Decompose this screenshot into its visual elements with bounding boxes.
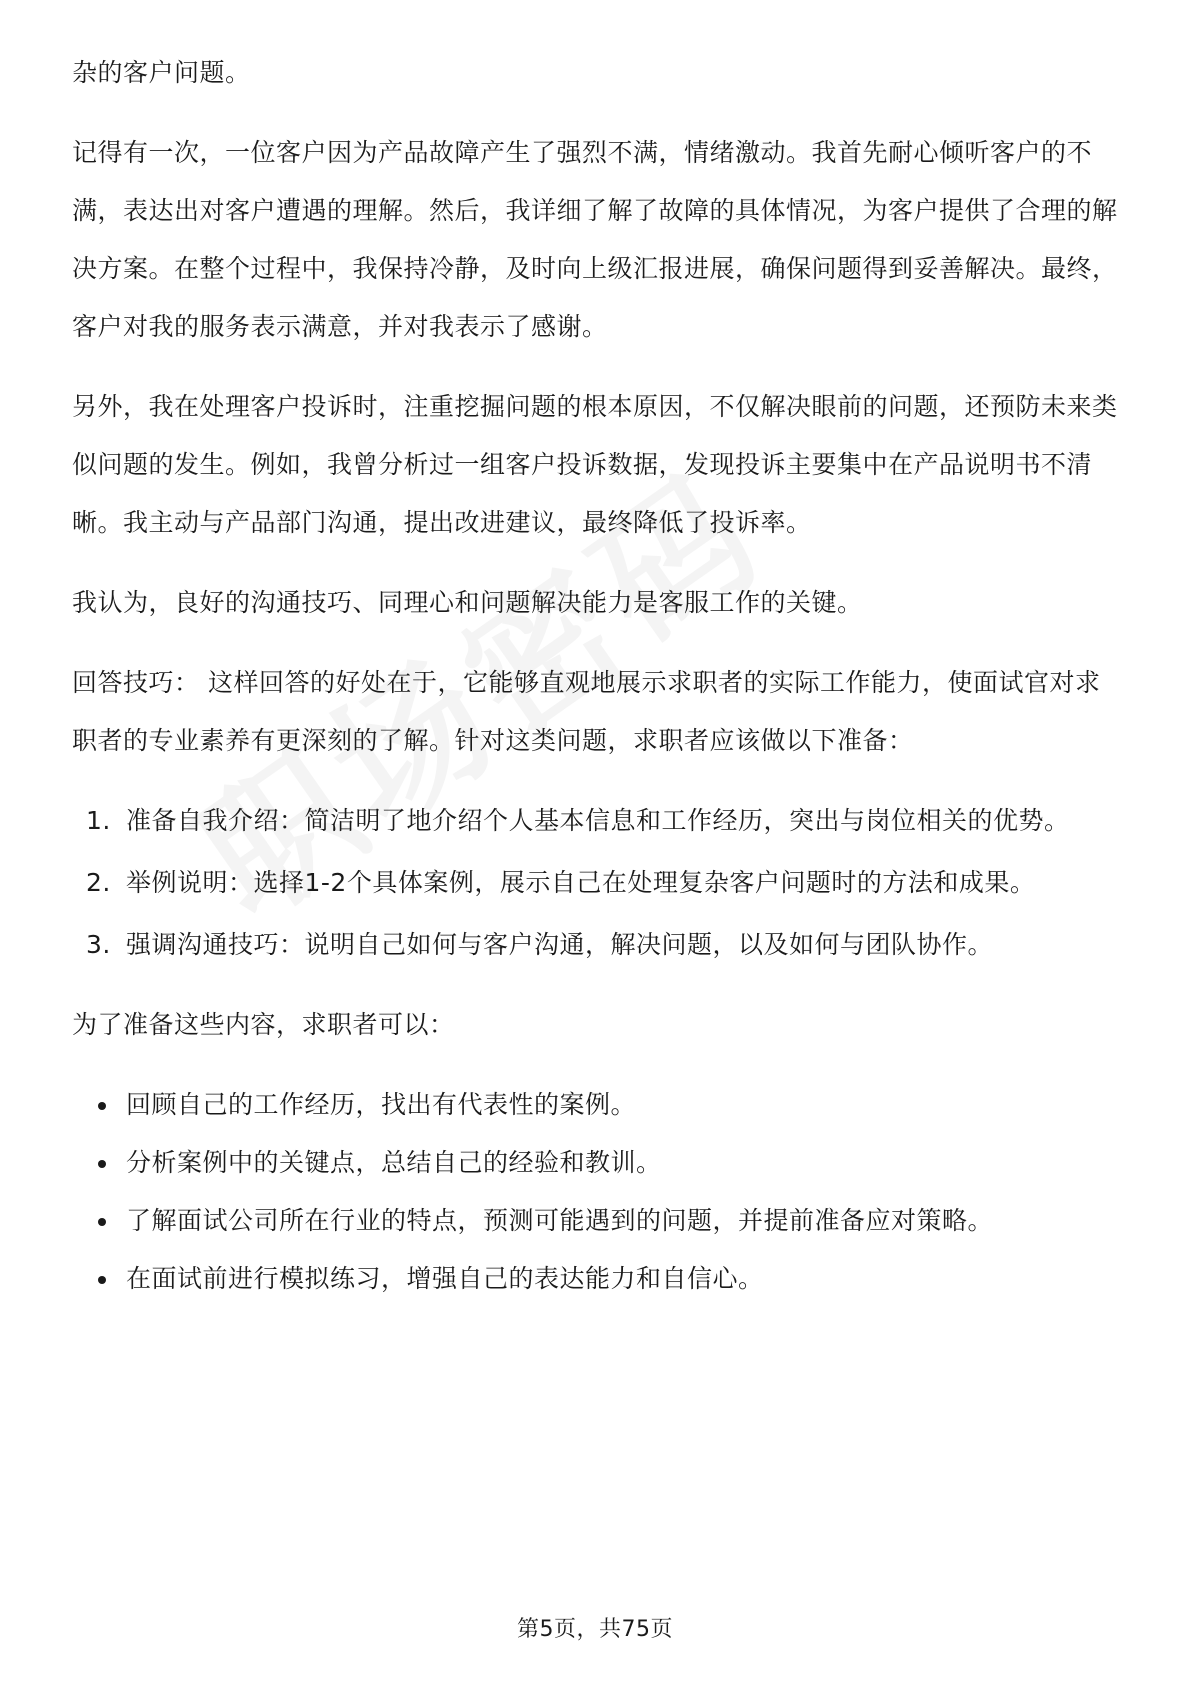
list-item [72,1250,1118,1308]
list-item-text: 在面试前进行模拟练习，增强自己的表达能力和自信心。 [126,1264,764,1293]
list-item-text: 举例说明：选择1-2个具体案例，展示自己在处理复杂客户问题时的方法和成果。 [126,868,1036,897]
list-item [72,1192,1118,1250]
bullet-icon [98,1218,106,1226]
list-item [72,916,1118,974]
list-item [72,1134,1118,1192]
list-number: 2. [86,868,111,897]
list-item [72,854,1118,912]
list-number: 1. [86,806,111,835]
list-item [72,1076,1118,1134]
page-number-footer: 第5页，共75页 [517,1617,673,1642]
paragraph-complaint-analysis: 另外，我在处理客户投诉时，注重挖掘问题的根本原因，不仅解决眼前的问题，还预防未来类似问题的发生。例如，我曾分析过一组客户投诉数据，发现投诉主要集中在产品说明书不清晰。我主动与产品部门沟通，提出改进建议，最终降低了投诉率。 [72,392,1118,537]
paragraph-key-skills: 我认为，良好的沟通技巧、同理心和问题解决能力是客服工作的关键。 [72,588,863,617]
list-item-text: 强调沟通技巧：说明自己如何与客户沟通，解决问题，以及如何与团队协作。 [126,930,994,959]
paragraph-answer-tips: 回答技巧： 这样回答的好处在于，它能够直观地展示求职者的实际工作能力，使面试官对求职者的专业素养有更深刻的了解。针对这类问题，求职者应该做以下准备： [72,668,1101,755]
list-item [72,792,1118,850]
paragraph-example-story: 记得有一次，一位客户因为产品故障产生了强烈不满，情绪激动。我首先耐心倾听客户的不满，表达出对客户遭遇的理解。然后，我详细了解了故障的具体情况，为客户提供了合理的解决方案。在整个过程中，我保持冷静，及时向上级汇报进展，确保问题得到妥善解决。最终，客户对我的服务表示满意，并对我表示了感谢。 [72,138,1118,341]
list-item-text: 分析案例中的关键点，总结自己的经验和教训。 [126,1148,662,1177]
paragraph-prep-intro: 为了准备这些内容，求职者可以： [72,1010,455,1039]
paragraph-continuation: 杂的客户问题。 [72,58,251,87]
list-item-text: 准备自我介绍：简洁明了地介绍个人基本信息和工作经历，突出与岗位相关的优势。 [126,806,1070,835]
list-item-text: 了解面试公司所在行业的特点，预测可能遇到的问题，并提前准备应对策略。 [126,1206,994,1235]
bullet-icon [98,1276,106,1284]
list-item-text: 回顾自己的工作经历，找出有代表性的案例。 [126,1090,637,1119]
list-number: 3. [86,930,111,959]
bullet-icon [98,1102,106,1110]
bullet-list [72,1076,1118,1308]
bullet-icon [98,1160,106,1168]
numbered-list [72,792,1118,974]
document-body [72,44,1118,1308]
